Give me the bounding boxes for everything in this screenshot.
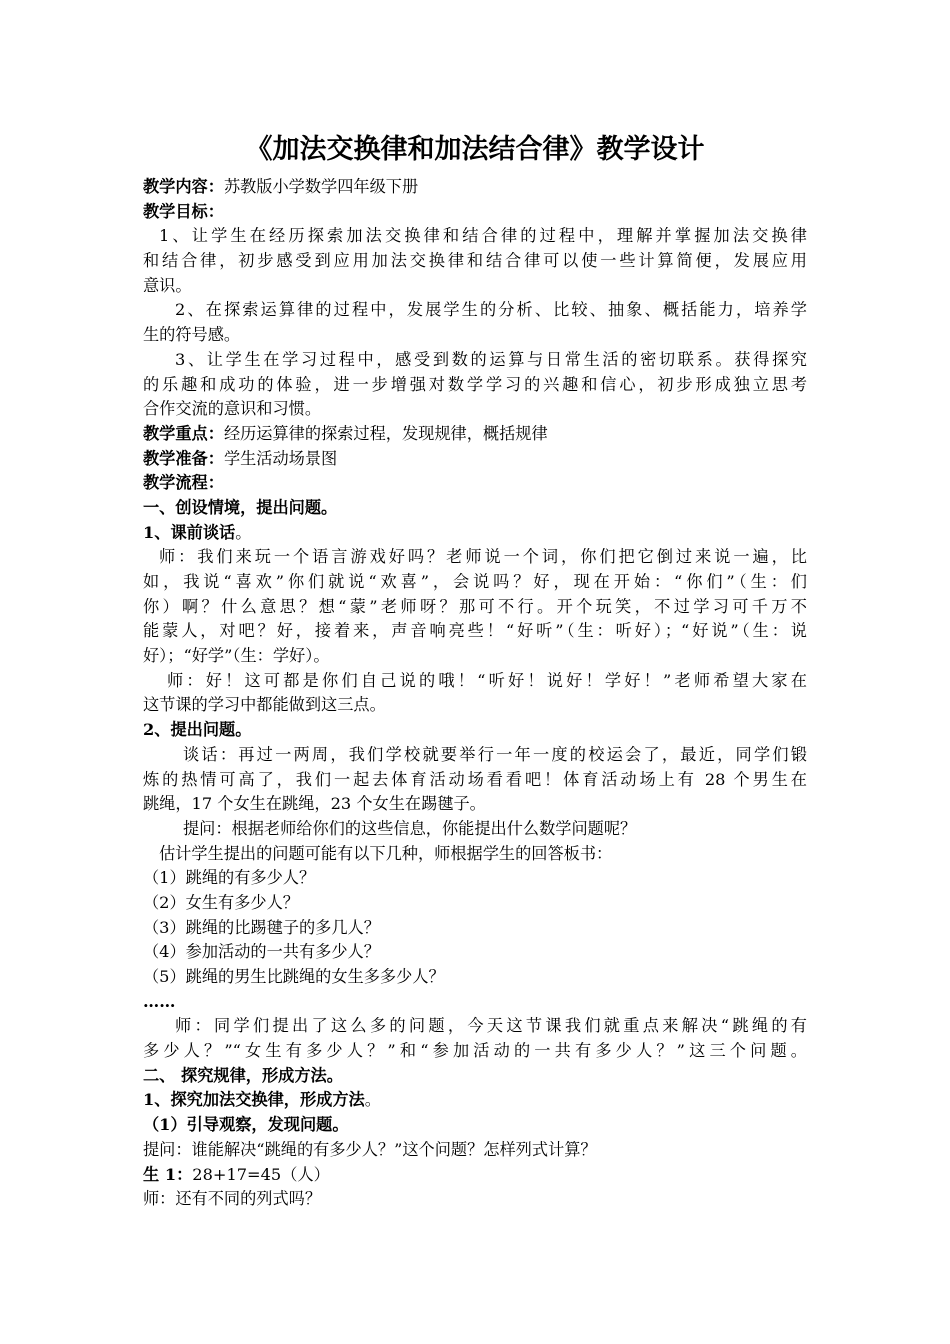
content-label: 教学内容： [143,177,224,196]
talk-line-3: 你）啊？什么意思？想“蒙”老师呀？那可不行。开个玩笑，不过学习可千万不 [143,596,807,616]
estimate-line: 估计学生提出的问题可能有以下几种，师根据学生的回答板书： [159,843,613,863]
ask-line: 提问：根据老师给你们的这些信息，你能提出什么数学问题呢？ [183,818,637,838]
key-point-label: 教学重点： [143,423,224,443]
section-1-heading: 一、创设情境，提出问题。 [143,497,338,517]
teacher-ask-line: 师：还有不同的列式吗？ [143,1189,322,1209]
key-point-line [143,422,807,447]
objective-1-line-2: 和结合律，初步感受到应用加法交换律和结合律可以使一些计算简便，发展应用 [143,251,807,271]
question-5: （5）跳绳的男生比跳绳的女生多多少人？ [143,967,445,986]
sub-3-heading-end: 。 [364,1090,381,1110]
sub-3-heading-text: 1、探究加法交换律，形成方法 [143,1090,365,1110]
preparation-label: 教学准备： [143,448,224,468]
talk-line-5: 好）；“好学”（生：学好）。 [143,646,330,666]
objective-3-line-2: 的乐趣和成功的体验，进一步增强对数学学习的兴趣和信心，初步形成独立思考 [143,374,807,394]
talk-line-1: 师：我们来玩一个语言游戏好吗？老师说一个词，你们把它倒过来说一遍，比 [159,547,807,567]
focus-line-1: 师：同学们提出了这么多的问题，今天这节课我们就重点来解决“跳绳的有 [175,1016,807,1036]
scene-line-2: 炼的热情可高了，我们一起去体育活动场看看吧！体育活动场上有 28 个男生在 [143,769,807,789]
sub-1-heading-text: 1、课前谈话 [143,522,236,542]
question-3: （3）跳绳的比踢毽子的多几人？ [143,917,380,937]
process-label: 教学流程： [143,473,224,493]
ask-2-line: 提问：谁能解决“跳绳的有多少人？”这个问题？怎样列式计算？ [143,1139,597,1159]
talk-line-2: 如，我说“喜欢”你们就说“欢喜”，会说吗？好，现在开始：“你们”（生：们 [143,572,807,591]
content-line [143,175,807,200]
objectives-label: 教学目标： [143,201,224,221]
student-1-label: 生 1： [143,1164,193,1184]
objective-1-line-1: 1、让学生在经历探索加法交换律和结合律的过程中，理解并掌握加法交换律 [159,226,807,246]
ellipsis-line: …… [143,991,176,1011]
objective-2-line-2: 生的符号感。 [143,325,241,345]
document-title: 《加法交换律和加法结合律》教学设计 [245,134,705,165]
step-1-heading: （1）引导观察，发现问题。 [143,1115,349,1135]
talk-line-4: 能蒙人，对吧？好，接着来，声音响亮些！“好听”（生：听好）；“好说”（生：说 [143,621,807,641]
scene-line-1: 谈话：再过一两周，我们学校就要举行一年一度的校运会了，最近，同学们锻 [183,744,807,764]
document-body [143,175,807,1212]
objective-2-line-1: 2、在探索运算律的过程中，发展学生的分析、比较、抽象、概括能力，培养学 [175,300,807,320]
focus-line-2: 多少人？”“女生有多少人？”和“参加活动的一共有多少人？”这三个问题。 [143,1041,807,1061]
teacher-reply-line-2: 这节课的学习中都能做到这三点。 [143,695,386,715]
sub-2-heading: 2、提出问题。 [143,720,252,740]
student-1-text: 28+17=45（人） [192,1164,330,1184]
student-1-line [143,1163,807,1188]
question-1: （1）跳绳的有多少人？ [143,868,316,888]
question-4: （4）参加活动的一共有多少人？ [143,942,380,962]
objective-1-line-3: 意识。 [143,275,192,295]
sub-1-heading-end: 。 [235,522,252,542]
teacher-reply-line-1: 师：好！这可都是你们自己说的哦！“听好！说好！学好！”老师希望大家在 [167,670,807,690]
preparation-text: 学生活动场景图 [223,448,338,468]
key-point-text: 经历运算律的探索过程，发现规律，概括规律 [223,423,548,443]
sub-3-heading [143,1088,807,1113]
question-2: （2）女生有多少人？ [143,892,299,912]
scene-line-3: 跳绳，17 个女生在跳绳，23 个女生在踢毽子。 [143,794,486,814]
content-text: 苏教版小学数学四年级下册 [223,177,419,196]
preparation-line [143,447,807,472]
objective-3-line-1: 3、让学生在学习过程中，感受到数的运算与日常生活的密切联系。获得探究 [175,349,807,369]
sub-1-heading [143,521,807,546]
objective-3-line-3: 合作交流的意识和习惯。 [143,399,322,419]
section-2-heading: 二、 探究规律，形成方法。 [143,1065,343,1085]
